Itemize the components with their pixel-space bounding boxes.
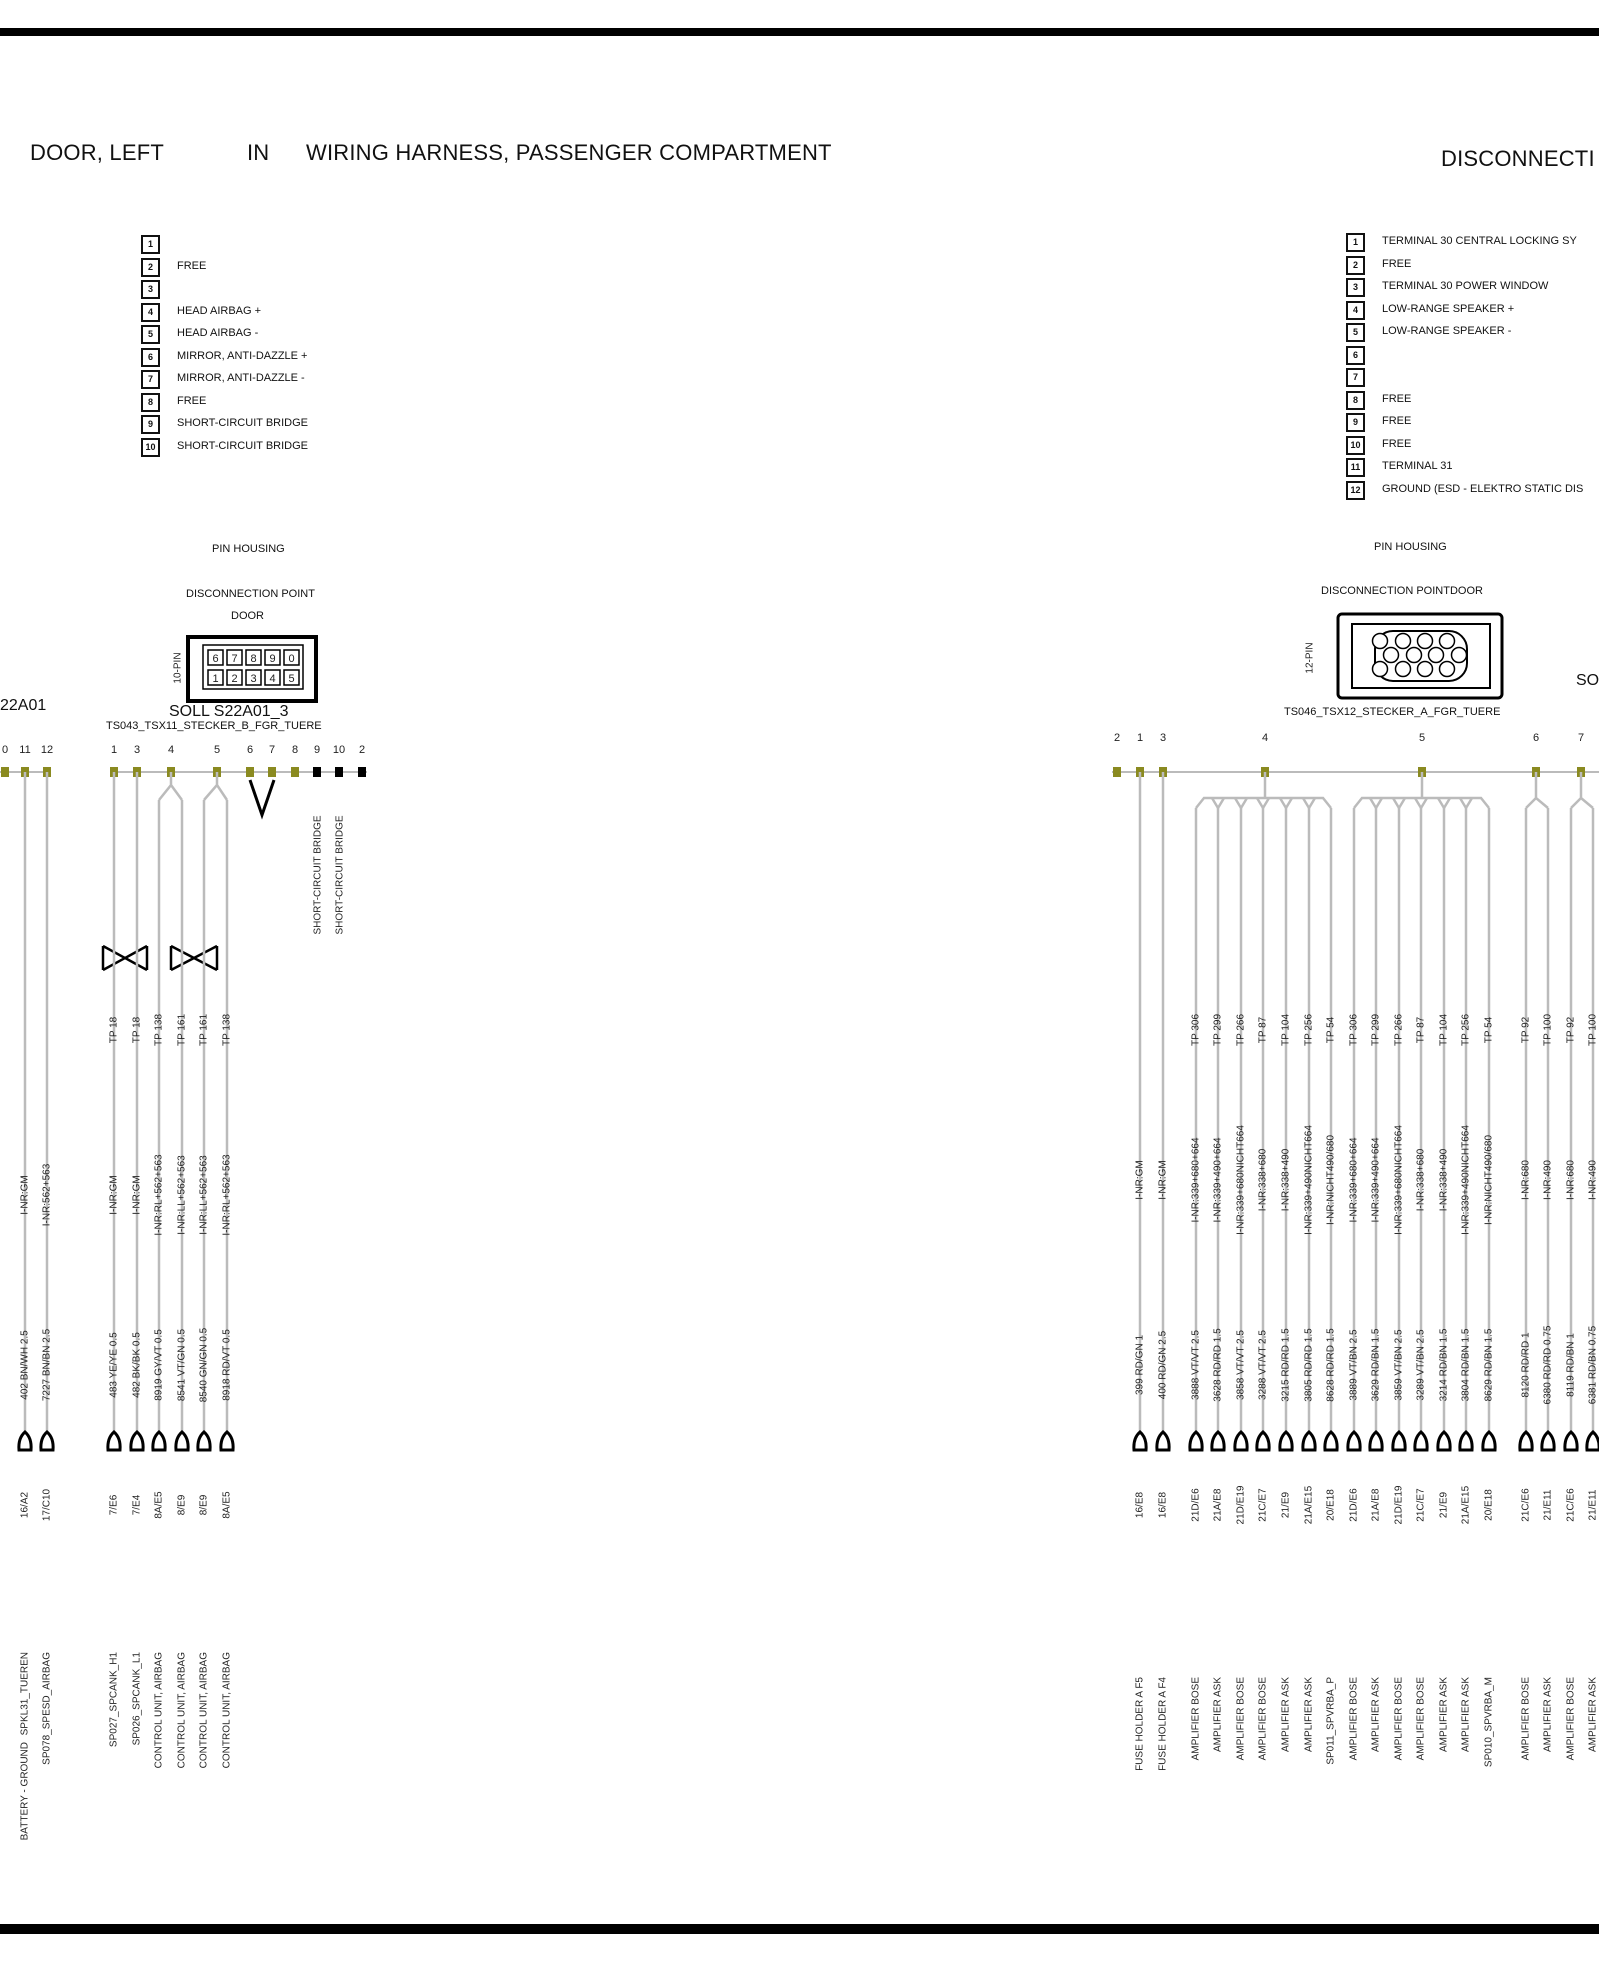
wire-code-label: 6380 RD/RD 0.75 (1542, 1325, 1554, 1405)
wire-code-label: 483 YE/YE 0.5 (108, 1332, 120, 1398)
wire-code-label: 400 RD/GN 2.5 (1157, 1330, 1169, 1400)
wire-terminal (1157, 1432, 1169, 1450)
wire-location-label: 21C/E7 (1257, 1488, 1269, 1522)
wire-code-label: 8919 GY/VT 0.5 (153, 1329, 165, 1401)
top-pin-number: 12 (40, 744, 54, 756)
wire-tp-label: TP 87 (1415, 1016, 1427, 1044)
left-pin-number: 9 (141, 415, 160, 434)
right-pin-label: GROUND (ESD - ELEKTRO STATIC DIS (1382, 482, 1584, 495)
wire-code-label: 3214 RD/BN 1.5 (1438, 1328, 1450, 1402)
wire-location-label: 21D/E6 (1190, 1488, 1202, 1522)
left-connector-body (188, 637, 316, 701)
right-connector-pin (1396, 634, 1411, 649)
wire-nr-label: I-NR:490 (1587, 1159, 1599, 1201)
top-pin-number: 1 (1136, 732, 1144, 744)
wire-nr-label: I-NR:562+563 (41, 1163, 53, 1227)
right-pin-label: FREE (1382, 392, 1412, 405)
wire-destination-label: FUSE HOLDER A F5 (1134, 1677, 1146, 1771)
right-pin-label: TERMINAL 30 CENTRAL LOCKING SY (1382, 235, 1577, 247)
left-disconnect-door: DOOR (231, 610, 264, 622)
wire-location-label: 21/E9 (1280, 1491, 1292, 1519)
left-edge-id: 22A01 (0, 697, 47, 714)
wire-destination-label: AMPLIFIER BOSE (1520, 1677, 1532, 1761)
pin-stub (313, 767, 321, 777)
wire-location-label: 21C/E6 (1520, 1488, 1532, 1522)
pin-stub (291, 767, 299, 777)
wire-code-label: 3215 RD/RD 1.5 (1280, 1328, 1292, 1402)
bottom-border (0, 1924, 1599, 1934)
right-pin-label: TERMINAL 30 POWER WINDOW (1382, 280, 1549, 292)
left-pin-number: 10 (141, 438, 160, 457)
wire-branch (1257, 798, 1269, 808)
wire-destination-label: CONTROL UNIT, AIRBAG (176, 1652, 188, 1769)
wire-terminal (1190, 1432, 1202, 1450)
left-pin-label: FREE (177, 259, 207, 272)
wire-branch (1460, 798, 1472, 808)
wire-terminal (1565, 1432, 1577, 1450)
wire-destination-label: AMPLIFIER ASK (1587, 1677, 1599, 1753)
wire-destination-label: AMPLIFIER ASK (1438, 1677, 1450, 1753)
left-pin-label: HEAD AIRBAG + (177, 304, 262, 317)
left-connector-cell-number: 7 (231, 653, 238, 665)
wire-nr-label: I-NR:339+490+664 (1212, 1137, 1224, 1223)
left-pin-number: 1 (141, 235, 160, 254)
wire-nr-label: I-NR:RL+562+563 (221, 1154, 233, 1236)
left-pin-label: SHORT-CIRCUIT BRIDGE (177, 439, 308, 452)
wire-nr-label: I-NR:680 (1565, 1159, 1577, 1201)
wire-terminal (19, 1432, 31, 1450)
wire-terminal (1134, 1432, 1146, 1450)
left-pin-number: 6 (141, 348, 160, 367)
wire-destination-label: AMPLIFIER ASK (1280, 1677, 1292, 1753)
right-connector-pin (1440, 662, 1455, 677)
wire-destination-label: AMPLIFIER BOSE (1190, 1677, 1202, 1761)
wire-location-label: 21A/E8 (1370, 1488, 1382, 1522)
wire-terminal (176, 1432, 188, 1450)
wire-tp-label: TP 18 (131, 1016, 143, 1044)
left-pin-number: 2 (141, 258, 160, 277)
wire-code-label: 8540 GN/GN 0.5 (198, 1327, 210, 1403)
wire-tp-label: TP 161 (198, 1013, 210, 1047)
wire-location-label: 21/E11 (1587, 1489, 1599, 1521)
wire-branch (1571, 772, 1593, 808)
wire-code-label: 8629 RD/BN 1.5 (1483, 1328, 1495, 1402)
right-pin-number: 8 (1346, 391, 1365, 410)
wire-destination-label: CONTROL UNIT, AIRBAG (153, 1652, 165, 1769)
wire-destination-label: AMPLIFIER ASK (1370, 1677, 1382, 1753)
wire-destination-label: SPKL31_TUEREN (19, 1652, 31, 1736)
pin-stub (358, 767, 366, 777)
wire-code-label: 3288 VT/VT 2.5 (1257, 1330, 1269, 1400)
wire-code-label: 3858 VT/VT 2.5 (1235, 1330, 1247, 1400)
wire-tp-label: TP 306 (1348, 1013, 1360, 1047)
wire-nr-label: I-NR:339+680NICHT664 (1393, 1125, 1405, 1235)
wire-code-label: 3805 RD/RD 1.5 (1303, 1328, 1315, 1402)
twisted-pair-marker (171, 946, 217, 970)
wire-code-label: 8119 RD/BN 1 (1565, 1333, 1577, 1397)
wire-nr-label: I-NR:NICHT490/680 (1325, 1134, 1337, 1226)
ground-label: BATTERY - GROUND (19, 1742, 31, 1841)
right-connector-pin (1373, 634, 1388, 649)
wire-terminal (41, 1432, 53, 1450)
bridge-label: SHORT-CIRCUIT BRIDGE (312, 815, 324, 935)
wire-nr-label: I-NR:339+490NICHT664 (1460, 1125, 1472, 1235)
top-pin-number: 7 (268, 744, 276, 756)
right-pin-count: 12-PIN (1304, 642, 1316, 674)
wire-tp-label: TP 18 (108, 1016, 120, 1044)
wire-terminal (1257, 1432, 1269, 1450)
wire-nr-label: I-NR:339+490+664 (1370, 1137, 1382, 1223)
top-pin-number: 4 (1261, 732, 1269, 744)
wire-tp-label: TP 138 (153, 1013, 165, 1047)
right-pin-label: FREE (1382, 257, 1412, 270)
top-pin-number: 5 (1418, 732, 1426, 744)
wire-location-label: 16/E8 (1134, 1491, 1146, 1519)
wire-location-label: 16/A2 (19, 1491, 31, 1519)
twisted-pair-marker (103, 946, 147, 970)
wire-code-label: 399 RD/GN 1 (1134, 1334, 1146, 1396)
wire-nr-label: I-NR:338+680 (1415, 1148, 1427, 1212)
left-connector-cell-number: 1 (212, 673, 219, 685)
left-connector-cell-number: 2 (231, 673, 238, 685)
wire-location-label: 21D/E19 (1393, 1485, 1405, 1525)
wire-location-label: 8/E9 (198, 1494, 210, 1516)
wire-destination-label: FUSE HOLDER A F4 (1157, 1677, 1169, 1771)
left-pin-housing: PIN HOUSING (212, 543, 285, 555)
wire-nr-label: I-NR:338+680 (1257, 1148, 1269, 1212)
left-connector-cell-number: 9 (269, 653, 276, 665)
wire-tp-label: TP 87 (1257, 1016, 1269, 1044)
wire-location-label: 21C/E7 (1415, 1488, 1427, 1522)
left-connector-cell-number: 3 (250, 673, 257, 685)
wire-location-label: 21D/E6 (1348, 1488, 1360, 1522)
wire-terminal (108, 1432, 120, 1450)
wire-destination-label: SP027_SPCANK_H1 (108, 1652, 120, 1748)
right-pin-label: FREE (1382, 415, 1412, 427)
wire-code-label: 8541 VT/GN 0.5 (176, 1328, 188, 1402)
left-connector-cell-number: 5 (288, 673, 295, 685)
wire-destination-label: SP078_SPESD_AIRBAG (41, 1652, 53, 1765)
wire-branch (1393, 798, 1405, 808)
wire-tp-label: TP 92 (1565, 1016, 1577, 1044)
wire-destination-label: AMPLIFIER BOSE (1235, 1677, 1247, 1761)
top-pin-number: 1 (110, 744, 118, 756)
wire-destination-label: AMPLIFIER ASK (1542, 1677, 1554, 1753)
wire-location-label: 17/C10 (41, 1488, 53, 1522)
pin-stub (246, 767, 254, 777)
wire-location-label: 7/E4 (131, 1494, 143, 1516)
wire-branch (1415, 798, 1427, 808)
wire-destination-label: CONTROL UNIT, AIRBAG (221, 1652, 233, 1769)
wire-nr-label: I-NR:GM (1134, 1160, 1146, 1200)
wire-terminal (1587, 1432, 1599, 1450)
wire-code-label: 3888 VT/VT 2.5 (1190, 1330, 1202, 1400)
top-pin-number: 2 (1113, 732, 1121, 744)
top-pin-number: 6 (246, 744, 254, 756)
wire-nr-label: I-NR:RL+562+563 (153, 1154, 165, 1236)
wire-tp-label: TP 161 (176, 1013, 188, 1047)
wire-nr-label: I-NR:338+490 (1280, 1148, 1292, 1212)
right-connector-pin (1452, 648, 1467, 663)
right-pin-label: TERMINAL 31 (1382, 460, 1453, 472)
top-pin-number: 3 (1159, 732, 1167, 744)
wire-nr-label: I-NR:339+680+664 (1190, 1137, 1202, 1223)
wire-code-label: 8628 RD/RD 1.5 (1325, 1328, 1337, 1402)
title-harness: WIRING HARNESS, PASSENGER COMPARTMENT (306, 140, 832, 165)
wire-tp-label: TP 100 (1542, 1013, 1554, 1047)
wire-branch (159, 772, 182, 800)
pin-stub (1, 767, 9, 777)
wire-destination-label: CONTROL UNIT, AIRBAG (198, 1652, 210, 1769)
right-pin-label: FREE (1382, 437, 1412, 450)
wire-destination-label: SP011_SPVRBA_P (1325, 1677, 1337, 1765)
left-pin-number: 4 (141, 303, 160, 322)
right-pin-number: 3 (1346, 278, 1365, 297)
left-connector-cell-number: 8 (250, 653, 257, 665)
right-disconnect-label: DISCONNECTION POINTDOOR (1321, 585, 1483, 597)
top-pin-number: 5 (213, 744, 221, 756)
wire-tp-label: TP 104 (1438, 1013, 1450, 1047)
top-pin-number: 3 (133, 744, 141, 756)
pin-stub (268, 767, 276, 777)
pin-stub (1113, 767, 1121, 777)
wire-destination-label: AMPLIFIER ASK (1212, 1677, 1224, 1753)
wire-destination-label: AMPLIFIER BOSE (1257, 1677, 1269, 1761)
wire-tp-label: TP 299 (1370, 1013, 1382, 1047)
right-part-label: TS046_TSX12_STECKER_A_FGR_TUERE (1284, 706, 1501, 718)
top-pin-number: 6 (1532, 732, 1540, 744)
wire-branch (1212, 798, 1224, 808)
wire-location-label: 21A/E15 (1303, 1485, 1315, 1525)
wire-code-label: 3889 VT/BN 2.5 (1348, 1329, 1360, 1401)
wire-terminal (1303, 1432, 1315, 1450)
top-pin-number: 9 (313, 744, 321, 756)
wire-location-label: 8/E9 (176, 1494, 188, 1516)
left-part-label: TS043_TSX11_STECKER_B_FGR_TUERE (106, 720, 322, 732)
top-pin-number: 8 (291, 744, 299, 756)
wire-code-label: 3628 RD/RD 1.5 (1212, 1328, 1224, 1402)
top-pin-number: 11 (19, 744, 31, 756)
left-pin-count: 10-PIN (172, 652, 184, 684)
wire-location-label: 21/E11 (1542, 1489, 1554, 1521)
wire-terminal (1460, 1432, 1472, 1450)
wire-nr-label: I-NR:680 (1520, 1159, 1532, 1201)
right-pin-number: 2 (1346, 256, 1365, 275)
wire-location-label: 16/E8 (1157, 1491, 1169, 1519)
left-pin-number: 7 (141, 370, 160, 389)
right-pin-number: 9 (1346, 413, 1365, 432)
right-pin-number: 1 (1346, 233, 1365, 252)
wire-code-label: 3289 VT/BN 2.5 (1415, 1329, 1427, 1401)
wire-code-label: 482 BK/BK 0.5 (131, 1332, 143, 1398)
wire-destination-label: SP010_SPVRBA_M (1483, 1677, 1495, 1768)
right-pin-label: LOW-RANGE SPEAKER + (1382, 302, 1515, 315)
wire-nr-label: I-NR:GM (1157, 1160, 1169, 1200)
wire-location-label: 20/E18 (1325, 1489, 1337, 1521)
wire-tp-label: TP 104 (1280, 1013, 1292, 1047)
right-pin-number: 11 (1346, 458, 1365, 477)
wire-code-label: 6381 RD/BN 0.75 (1587, 1325, 1599, 1405)
wire-location-label: 21C/E6 (1565, 1488, 1577, 1522)
left-disconnect-label: DISCONNECTION POINT (186, 588, 315, 600)
left-pin-number: 5 (141, 325, 160, 344)
wire-tp-label: TP 306 (1190, 1013, 1202, 1047)
wire-terminal (1348, 1432, 1360, 1450)
right-connector-pin (1373, 662, 1388, 677)
wire-nr-label: I-NR:LL+562+563 (176, 1155, 188, 1235)
title-disconnection: DISCONNECTI (1441, 146, 1595, 171)
right-pin-number: 5 (1346, 323, 1365, 342)
wire-terminal (221, 1432, 233, 1450)
right-connector-pin (1407, 648, 1422, 663)
wire-destination-label: SP026_SPCANK_L1 (131, 1652, 143, 1746)
wire-branch (1526, 772, 1548, 808)
wire-location-label: 21A/E8 (1212, 1488, 1224, 1522)
right-connector-pin (1429, 648, 1444, 663)
wire-terminal (1325, 1432, 1337, 1450)
left-pin-number: 8 (141, 393, 160, 412)
right-pin-number: 4 (1346, 301, 1365, 320)
wire-location-label: 8A/E5 (153, 1491, 165, 1519)
wire-code-label: 3859 VT/BN 2.5 (1393, 1329, 1405, 1401)
wire-terminal (1393, 1432, 1405, 1450)
right-pin-number: 10 (1346, 436, 1365, 455)
right-pin-number: 12 (1346, 481, 1365, 500)
wire-tp-label: TP 54 (1483, 1016, 1495, 1044)
wire-terminal (1438, 1432, 1450, 1450)
wire-code-label: 3804 RD/BN 1.5 (1460, 1328, 1472, 1402)
wire-nr-label: I-NR:GM (131, 1175, 143, 1215)
right-connector-pin (1440, 634, 1455, 649)
wire-tp-label: TP 138 (221, 1013, 233, 1047)
left-connector-cell-number: 4 (269, 673, 276, 685)
top-pin-number: 2 (358, 744, 366, 756)
wire-destination-label: AMPLIFIER BOSE (1348, 1677, 1360, 1761)
wire-branch (1438, 798, 1450, 808)
wire-tp-label: TP 92 (1520, 1016, 1532, 1044)
left-connector-cell-number: 0 (288, 653, 295, 665)
wire-location-label: 21A/E15 (1460, 1485, 1472, 1525)
wire-tp-label: TP 256 (1303, 1013, 1315, 1047)
top-pin-number: 7 (1577, 732, 1585, 744)
wire-terminal (1483, 1432, 1495, 1450)
wire-nr-label: I-NR:NICHT490/680 (1483, 1134, 1495, 1226)
right-connector-pin (1396, 662, 1411, 677)
right-pin-housing: PIN HOUSING (1374, 541, 1447, 553)
wire-branch (1370, 798, 1382, 808)
wire-location-label: 21/E9 (1438, 1491, 1450, 1519)
wire-location-label: 8A/E5 (221, 1491, 233, 1519)
wire-terminal (153, 1432, 165, 1450)
wire-nr-label: I-NR:339+680+664 (1348, 1137, 1360, 1223)
left-connector-cell-number: 6 (212, 653, 219, 665)
wire-tp-label: TP 266 (1235, 1013, 1247, 1047)
wire-tp-label: TP 256 (1460, 1013, 1472, 1047)
left-pin-label: MIRROR, ANTI-DAZZLE - (177, 372, 305, 384)
wire-destination-label: AMPLIFIER ASK (1303, 1677, 1315, 1753)
left-pin-label: MIRROR, ANTI-DAZZLE + (177, 349, 308, 362)
wire-terminal (1212, 1432, 1224, 1450)
right-pin-label: LOW-RANGE SPEAKER - (1382, 325, 1512, 337)
wire-terminal (131, 1432, 143, 1450)
wire-tp-label: TP 54 (1325, 1016, 1337, 1044)
wire-terminal (1542, 1432, 1554, 1450)
left-pin-label: SHORT-CIRCUIT BRIDGE (177, 417, 308, 429)
right-connector-pin (1418, 634, 1433, 649)
wire-destination-label: AMPLIFIER ASK (1460, 1677, 1472, 1753)
wire-code-label: 8120 RD/RD 1 (1520, 1332, 1532, 1398)
wire-destination-label: AMPLIFIER BOSE (1393, 1677, 1405, 1761)
wire-tp-label: TP 266 (1393, 1013, 1405, 1047)
wire-terminal (1415, 1432, 1427, 1450)
wire-code-label: 402 BN/WH 2.5 (19, 1330, 31, 1400)
wire-nr-label: I-NR:LL+562+563 (198, 1155, 210, 1235)
wire-code-label: 7227 BN/BN 2.5 (41, 1328, 53, 1402)
bridge-label: SHORT-CIRCUIT BRIDGE (334, 815, 346, 935)
wire-nr-label: I-NR:339+680NICHT664 (1235, 1125, 1247, 1235)
wire-code-label: 8918 RD/VT 0.5 (221, 1329, 233, 1401)
right-connector-pin (1384, 648, 1399, 663)
wire-nr-label: I-NR:339+490NICHT664 (1303, 1125, 1315, 1235)
left-soll-label: SOLL S22A01_3 (169, 703, 289, 720)
left-pin-number: 3 (141, 280, 160, 299)
wire-nr-label: I-NR:490 (1542, 1159, 1554, 1201)
wire-nr-label: I-NR:338+490 (1438, 1148, 1450, 1212)
wire-location-label: 7/E6 (108, 1494, 120, 1516)
top-pin-number: 4 (167, 744, 175, 756)
wire-terminal (1520, 1432, 1532, 1450)
right-edge-id: SO (1576, 672, 1599, 689)
wire-terminal (1235, 1432, 1247, 1450)
wire-tp-label: TP 299 (1212, 1013, 1224, 1047)
wire-branch (1280, 798, 1292, 808)
wire-terminal (198, 1432, 210, 1450)
title-in: IN (247, 140, 270, 165)
title-door-left: DOOR, LEFT (30, 140, 165, 165)
right-pin-number: 6 (1346, 346, 1365, 365)
wire-terminal (1280, 1432, 1292, 1450)
left-pin-label: HEAD AIRBAG - (177, 327, 259, 339)
wire-nr-label: I-NR:GM (108, 1175, 120, 1215)
wire-branch (1235, 798, 1247, 808)
left-pin-label: FREE (177, 394, 207, 407)
wire-nr-label: I-NR:GM (19, 1175, 31, 1215)
wire-location-label: 20/E18 (1483, 1489, 1495, 1521)
right-connector-pin (1418, 662, 1433, 677)
wire-branch (1303, 798, 1315, 808)
pin-stub (335, 767, 343, 777)
wire-destination-label: AMPLIFIER BOSE (1565, 1677, 1577, 1761)
wire-destination-label: AMPLIFIER BOSE (1415, 1677, 1427, 1761)
top-pin-number: 10 (332, 744, 346, 756)
top-pin-number: 0 (1, 744, 9, 756)
right-pin-number: 7 (1346, 368, 1365, 387)
wire-tp-label: TP 100 (1587, 1013, 1599, 1047)
wire-code-label: 3629 RD/BN 1.5 (1370, 1328, 1382, 1402)
wire-terminal (1370, 1432, 1382, 1450)
bridge-marker (250, 780, 274, 815)
wire-location-label: 21D/E19 (1235, 1485, 1247, 1525)
